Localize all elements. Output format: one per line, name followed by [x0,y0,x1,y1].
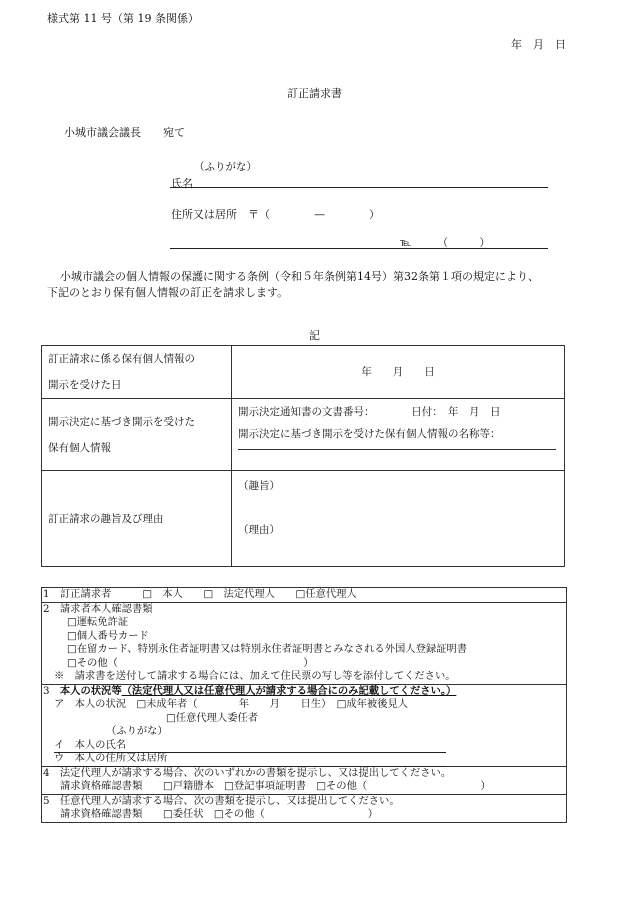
section-3 [42,685,566,767]
requester-type-row[interactable]: 1 訂正請求者 □ 本人 □ 法定代理人 □任意代理人 [43,588,357,600]
applicant-name-line [170,187,548,188]
applicant-address-line [170,248,548,249]
section-4-title: 4 法定代理人が請求する場合、次のいずれかの書類を提示し、又は提出してください。 [43,766,452,779]
applicant-name-label: 氏名 [171,177,193,190]
row1-label: 訂正請求に係る保有個人情報の 開示を受けた日 [42,346,232,399]
id-doc-residence-card[interactable]: □在留カード、特別永住者証明書又は特別永住者証明書とみなされる外国人登録証明書 [67,643,468,655]
page-title: 訂正請求書 [287,87,342,100]
section-2 [42,603,566,685]
applicant-furigana: （ふりがな） [194,161,257,173]
row2-label: 開示決定に基づき開示を受けた 保有個人情報 [42,399,232,471]
section-5-docs[interactable]: 請求資格確認書類 □委任状 □その他（ ） [60,808,379,820]
section-2-note: ※ 請求書を送付して請求する場合には、加えて住民票の写し等を添付してください。 [54,670,456,682]
request-details-table [41,345,565,567]
body-text-2: 下記のとおり保有個人情報の訂正を請求します。 [47,286,289,299]
row3-value[interactable]: （趣旨） （理由） [232,471,565,567]
principal-name-row[interactable]: イ 本人の氏名 [42,739,566,753]
body-text-1: 小城市議会の個人情報の保護に関する条例（令和５年条例第14号）第32条第１項の規定により、 [60,270,539,283]
id-doc-other[interactable]: □その他（ ） [67,656,314,669]
id-doc-mynumber[interactable]: □個人番号カード [67,629,149,642]
applicant-tel: ℡ （ ） [400,237,491,249]
row2-value[interactable]: 開示決定通知書の文書番号： 日付： 年 月 日 開示決定に基づき開示を受けた保有個人情報の名称等： [232,399,565,471]
applicant-address-label: 住所又は居所 〒（ — ） [171,208,380,221]
row2-name-line [238,449,556,450]
section-4-docs[interactable]: 請求資格確認書類 □戸籍謄本 □登記事項証明書 □その他（ ） [60,780,491,792]
id-doc-license[interactable]: □運転免許証 [67,616,129,628]
section-1 [42,588,566,603]
section-4 [42,767,566,795]
section-5-title: 5 任意代理人が請求する場合、次の書類を提示し、又は提出してください。 [43,794,400,807]
section-5 [42,795,566,822]
row1-value[interactable]: 年 月 日 [232,346,565,399]
principal-address-row[interactable]: ウ 本人の住所又は居所 [42,752,566,766]
addressee: 小城市議会議長 宛て [64,126,185,139]
form-number: 様式第 11 号（第 19 条関係） [47,12,199,25]
section-3-title: 3 本人の状況等（法定代理人又は任意代理人が請求する場合にのみ記載してください。） [43,684,457,697]
row3-label: 訂正請求の趣旨及び理由 [42,471,232,567]
date-line: 年 月 日 [511,38,566,51]
principal-status-row-2[interactable]: □任意代理人委任者 [166,711,259,724]
principal-furigana: （ふりがな） [106,725,168,737]
ki-label: 記 [309,329,320,342]
principal-status-row[interactable]: ア 本人の状況 □未成年者（ 年 月 日生） □成年被後見人 [54,698,409,710]
section-2-title: 2 請求者本人確認書類 [43,602,153,615]
requester-info-box [41,587,567,823]
